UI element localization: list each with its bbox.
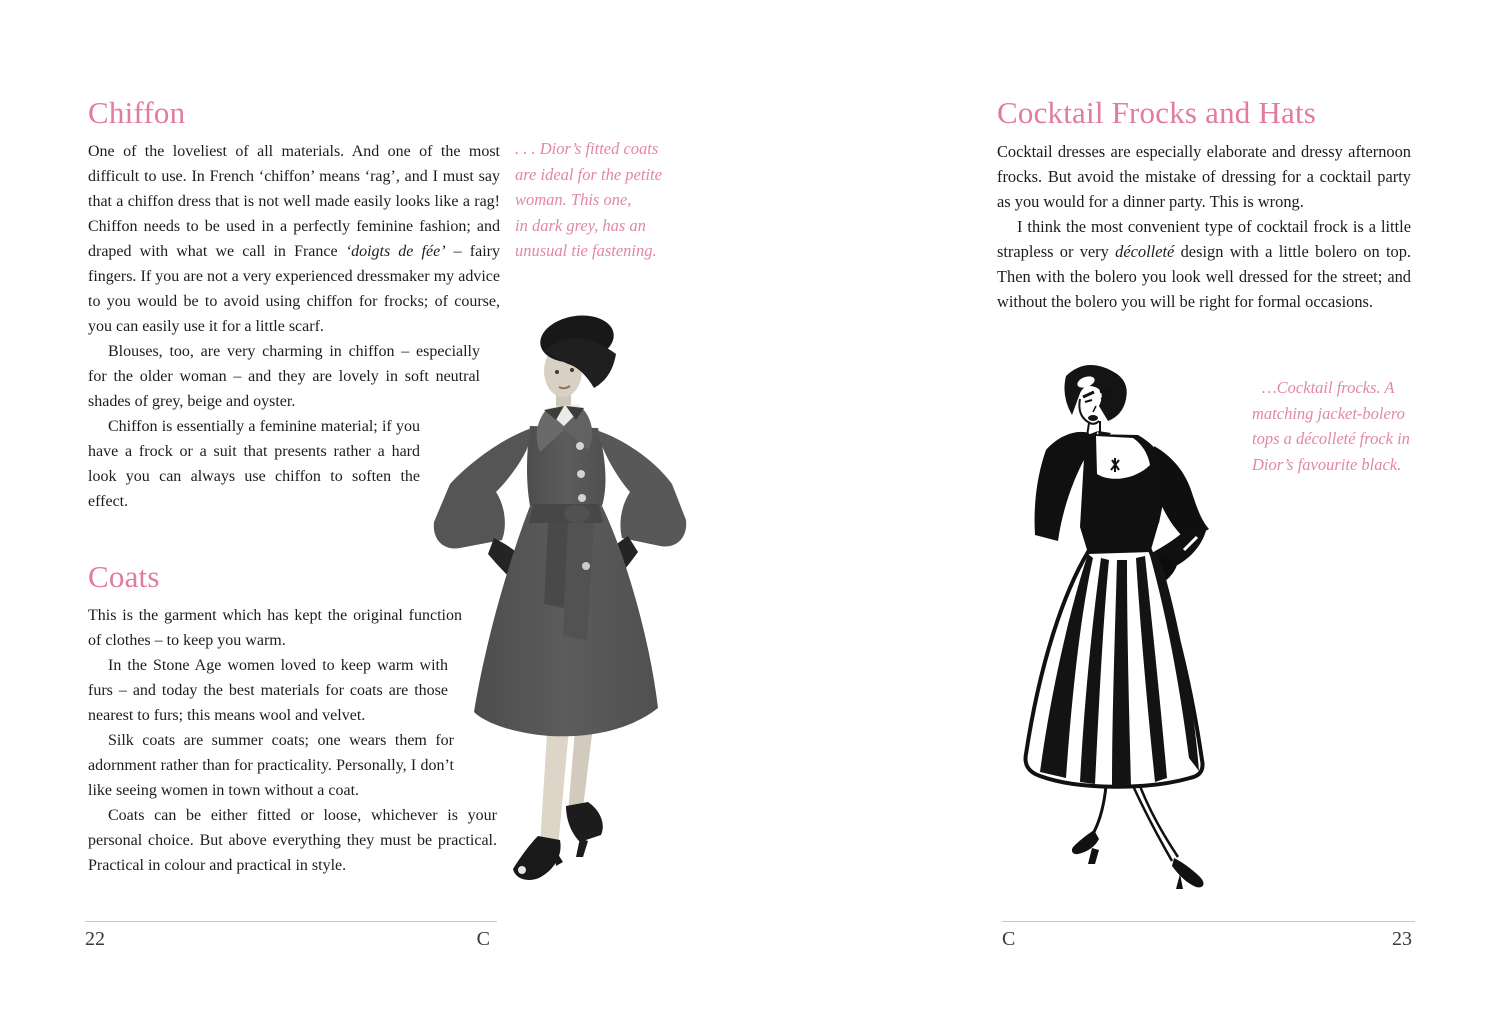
section-heading-cocktail: Cocktail Frocks and Hats [997,95,1317,130]
sketch-nose [1093,406,1096,412]
footer-right [1002,928,1412,951]
footer-left [85,928,490,951]
photo-sleeve-left [434,428,532,548]
page-number-right: 23 [1392,928,1412,950]
paragraph: Blouses, too, are very charming in chiffon – especially for the older woman – and they are lovely in soft neutral shades of grey, beige and oyster. [88,343,480,410]
photo-button [576,442,584,450]
photo-eye [570,368,574,372]
photo-button [577,470,585,478]
footer-rule-left [85,921,497,922]
sketch-leg-left [1094,786,1106,832]
paragraph: One of the loveliest of all materials. And one of the most difficult to use. In French ‘chiffon’ means ‘rag’, and I must say that a chiffon dress that is not well made easily looks like a rag! Chiffon needs to be used in a perfectly feminine fashion; and draped with what we call in France ‘doigts de fée’ – fairy fingers. If you are not a very experienced dressmaker my advice to you would be to avoid using chiffon for frocks; of course, you can easily use it for a little scarf. [88,143,500,335]
footer-rule-right [1002,921,1415,922]
photo-peep-toe [518,866,526,874]
sketch-caption: …Cocktail frocks. A matching jacket-bolero tops a décolleté frock in Dior’s favourite black. [1252,378,1410,474]
sketch-hair [1064,365,1126,421]
sketch-sleeve-right [1154,446,1209,541]
photo-shoe-back [566,802,603,842]
section-heading-chiffon: Chiffon [88,95,186,130]
photo-heel-back [576,838,588,857]
paragraph: This is the garment which has kept the original function of clothes – to keep you warm. [88,607,462,649]
photo-eye [555,370,559,374]
page-number-left: 22 [85,928,105,950]
sketch-heel-left [1088,848,1099,864]
photo-button [578,494,586,502]
paragraph: Coats can be either fitted or loose, whichever is your personal choice. But above everything they must be practical. Practical in colour and practical in style. [88,807,497,874]
sketch-lips [1088,415,1098,421]
photo-leg-front [540,718,570,848]
cocktail-frock-sketch [988,362,1266,900]
paragraph: Chiffon is essentially a feminine material; if you have a frock or a suit that presents rather a hard look you can always use chiffon to soften the effect. [88,418,420,510]
photo-belt-knot [564,505,590,523]
paragraph: In the Stone Age women loved to keep warm with furs – and today the best materials for coats are those nearest to furs; this means wool and velvet. [88,657,448,724]
section-coats [88,560,500,878]
paragraph: Silk coats are summer coats; one wears them for adornment rather than for practicality. Personally, I don’t like seeing women in town without a coat. [88,732,454,799]
running-letter-left: C [476,928,490,950]
photo-button [582,562,590,570]
sketch-leg-right [1134,786,1178,861]
photo-tie-tail-2 [544,523,568,608]
photo-caption: . . . Dior’s fitted coats are ideal for the petite woman. This one, in dark grey, has an unusual tie fastening. [515,139,662,260]
paragraph: Cocktail dresses are especially elaborate and dressy afternoon frocks. But avoid the mistake of dressing for a cocktail party as you would for a dinner party. This is wrong. [997,142,1411,211]
section-heading-coats: Coats [88,559,160,594]
paragraph: I think the most convenient type of cocktail frock is a little strapless or very décolleté design with a little bolero on top. Then with the bolero you look well dressed for the street; and without the bolero you will be right for formal occasions. [997,217,1411,311]
section-cocktail [997,96,1411,314]
sketch-shoe-right [1172,858,1203,887]
running-letter-right: C [1002,928,1016,950]
